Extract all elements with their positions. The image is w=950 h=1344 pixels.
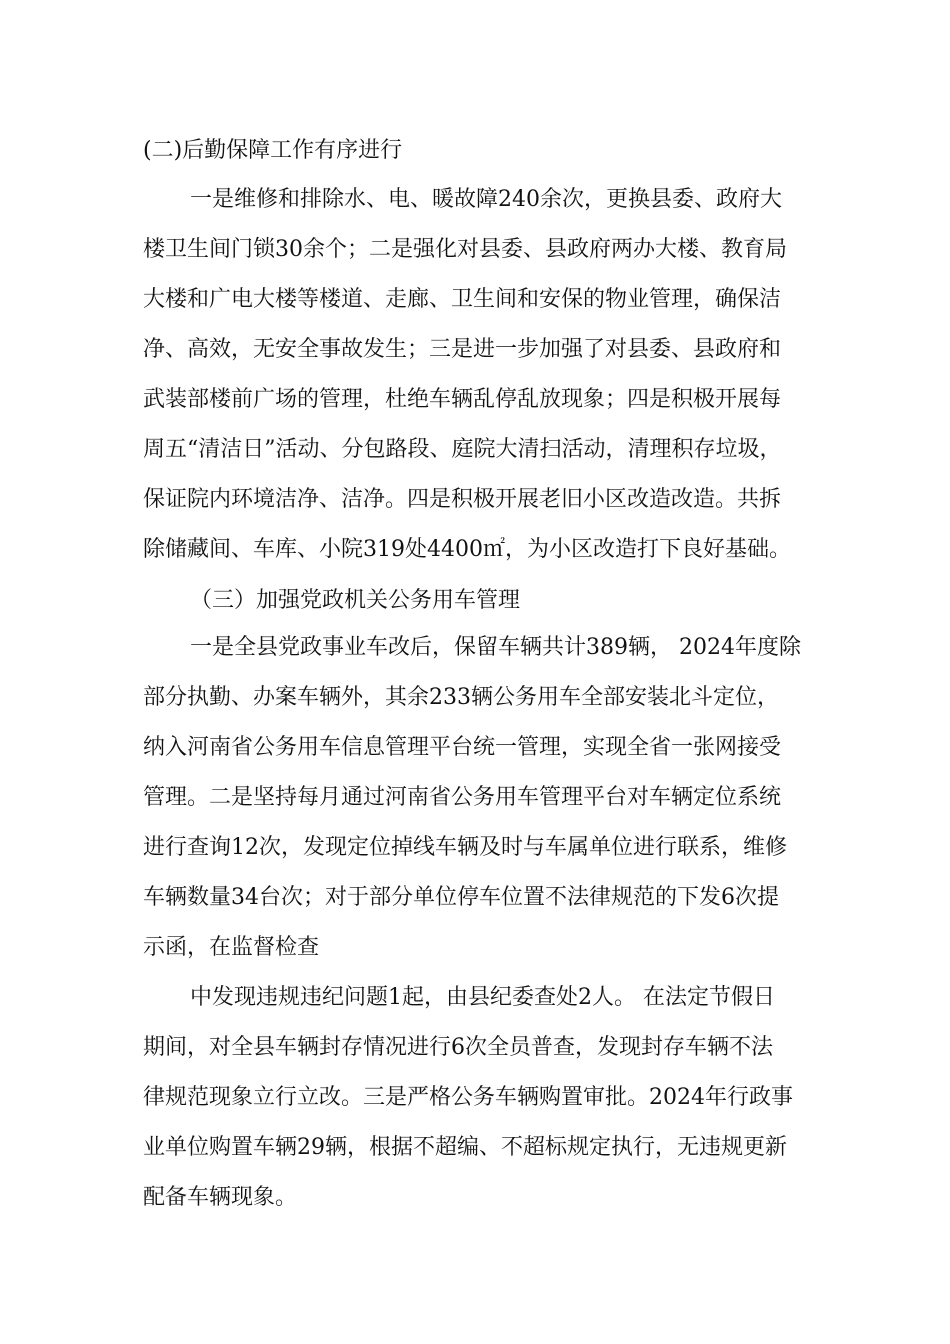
text-line: 一是维修和排除水、电、暖故障240余次，更换县委、政府大 [190, 187, 782, 212]
text-line: 武装部楼前广场的管理，杜绝车辆乱停乱放现象；四是积极开展每 [143, 387, 782, 412]
paragraph-vehicle-management [143, 623, 833, 973]
text-line: 进行查询12次，发现定位掉线车辆及时与车属单位进行联系，维修 [143, 835, 787, 860]
text-line: 业单位购置车辆29辆，根据不超编、不超标规定执行，无违规更新 [143, 1135, 787, 1160]
text-line: 纳入河南省公务用车信息管理平台统一管理，实现全省一张网接受 [143, 735, 782, 760]
paragraph-continuation [143, 973, 833, 1223]
text-line: 大楼和广电大楼等楼道、走廊、卫生间和安保的物业管理，确保洁 [143, 287, 782, 312]
text-line: 车辆数量34台次；对于部分单位停车位置不法律规范的下发6次提 [143, 885, 779, 910]
text-line: 部分执勤、办案车辆外，其余233辆公务用车全部安装北斗定位， [143, 685, 779, 710]
paragraph-logistics [143, 175, 833, 575]
text-line: 净、高效，无安全事故发生；三是进一步加强了对县委、县政府和 [143, 337, 782, 362]
text-line: 管理。二是坚持每月通过河南省公务用车管理平台对车辆定位系统 [143, 785, 782, 810]
text-line: 一是全县党政事业车改后，保留车辆共计389辆， 2024年度除 [190, 635, 801, 660]
text-line: 配备车辆现象。 [143, 1185, 298, 1210]
text-line: 周五“清洁日”活动、分包路段、庭院大清扫活动，清理积存垃圾， [143, 437, 782, 462]
text-line: 中发现违规违纪问题1起，由县纪委查处2人。 在法定节假日 [190, 985, 775, 1010]
text-line: 期间，对全县车辆封存情况进行6次全员普查，发现封存车辆不法 [143, 1035, 773, 1060]
text-line: 保证院内环境洁净、洁净。四是积极开展老旧小区改造改造。共拆 [143, 487, 782, 512]
text-line: 除储藏间、车库、小院319处4400㎡，为小区改造打下良好基础。 [143, 537, 791, 562]
text-line: 示函，在监督检查 [143, 935, 320, 960]
section-heading-vehicle-management: （三）加强党政机关公务用车管理 [190, 588, 521, 613]
text-line: 律规范现象立行立改。三是严格公务车辆购置审批。2024年行政事 [143, 1085, 793, 1110]
section-heading-logistics: (二)后勤保障工作有序进行 [143, 138, 403, 163]
text-line: 楼卫生间门锁30余个；二是强化对县委、县政府两办大楼、教育局 [143, 237, 787, 262]
